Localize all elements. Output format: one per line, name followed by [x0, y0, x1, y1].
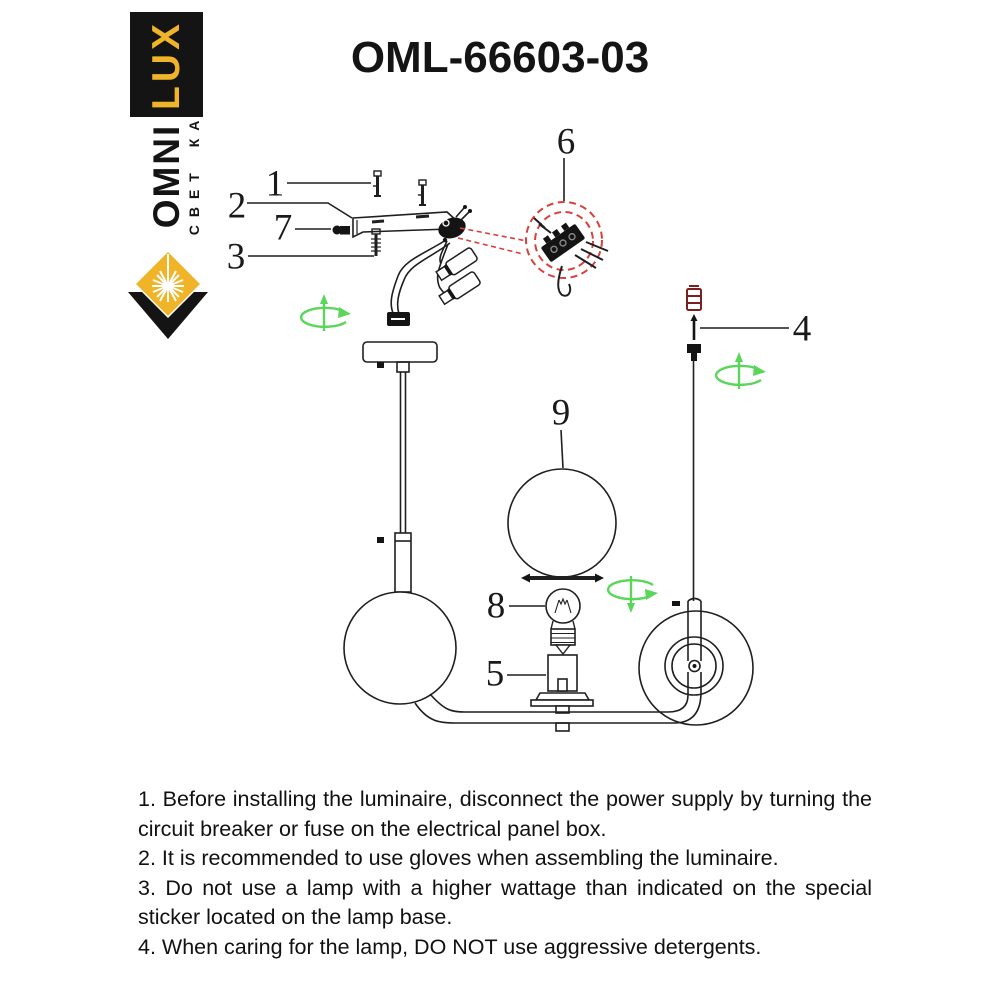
instruction-2: 2. It is recommended to use gloves when assembling the luminaire.: [138, 846, 779, 870]
logo-omni-text: OMNI: [145, 123, 187, 229]
ring-assembly: [639, 599, 753, 726]
instruction-4: 4. When caring for the lamp, DO NOT use aggressive detergents.: [138, 934, 762, 959]
logo-lux-text: LUX: [144, 19, 188, 110]
bracket-bolt-icon: [333, 226, 351, 235]
instruction-3: 3. Do not use a lamp with a higher wattage than indicated on the special sticker located on the lamp base.: [138, 875, 872, 929]
rotation-arrow-icon: [301, 294, 351, 331]
instructions-block: [138, 785, 872, 962]
part-label-7: 7: [273, 207, 293, 249]
part-label-6: 6: [556, 121, 576, 163]
cord-connector-icon: [687, 286, 701, 310]
rotation-arrow-icon: [608, 576, 658, 613]
suspension-kit: [687, 286, 701, 601]
socket-icon: [531, 655, 593, 731]
mounting-screws-icon: [373, 171, 426, 205]
part-label-9: 9: [551, 392, 571, 434]
leader-lines: [247, 158, 789, 675]
part-label-3: 3: [226, 236, 246, 278]
part-label-4: 4: [792, 308, 812, 350]
part-label-8: 8: [486, 585, 506, 627]
glass-globe-icon: [508, 469, 616, 583]
rotation-arrow-icon: [716, 352, 766, 389]
page-title: OML-66603-03: [350, 33, 650, 82]
part-label-1: 1: [265, 163, 285, 205]
logo-tagline-text: СВЕТ КАЖДОМУ: [186, 18, 202, 236]
part-label-5: 5: [485, 653, 505, 695]
part-label-2: 2: [227, 185, 247, 227]
pendant-stem: [344, 342, 456, 704]
instruction-1: 1. Before installing the luminaire, disconnect the power supply by turning the circuit breaker or fuse on the electrical panel box.: [138, 787, 872, 841]
long-screw-icon: [371, 229, 381, 256]
bulb-icon: [546, 589, 580, 654]
